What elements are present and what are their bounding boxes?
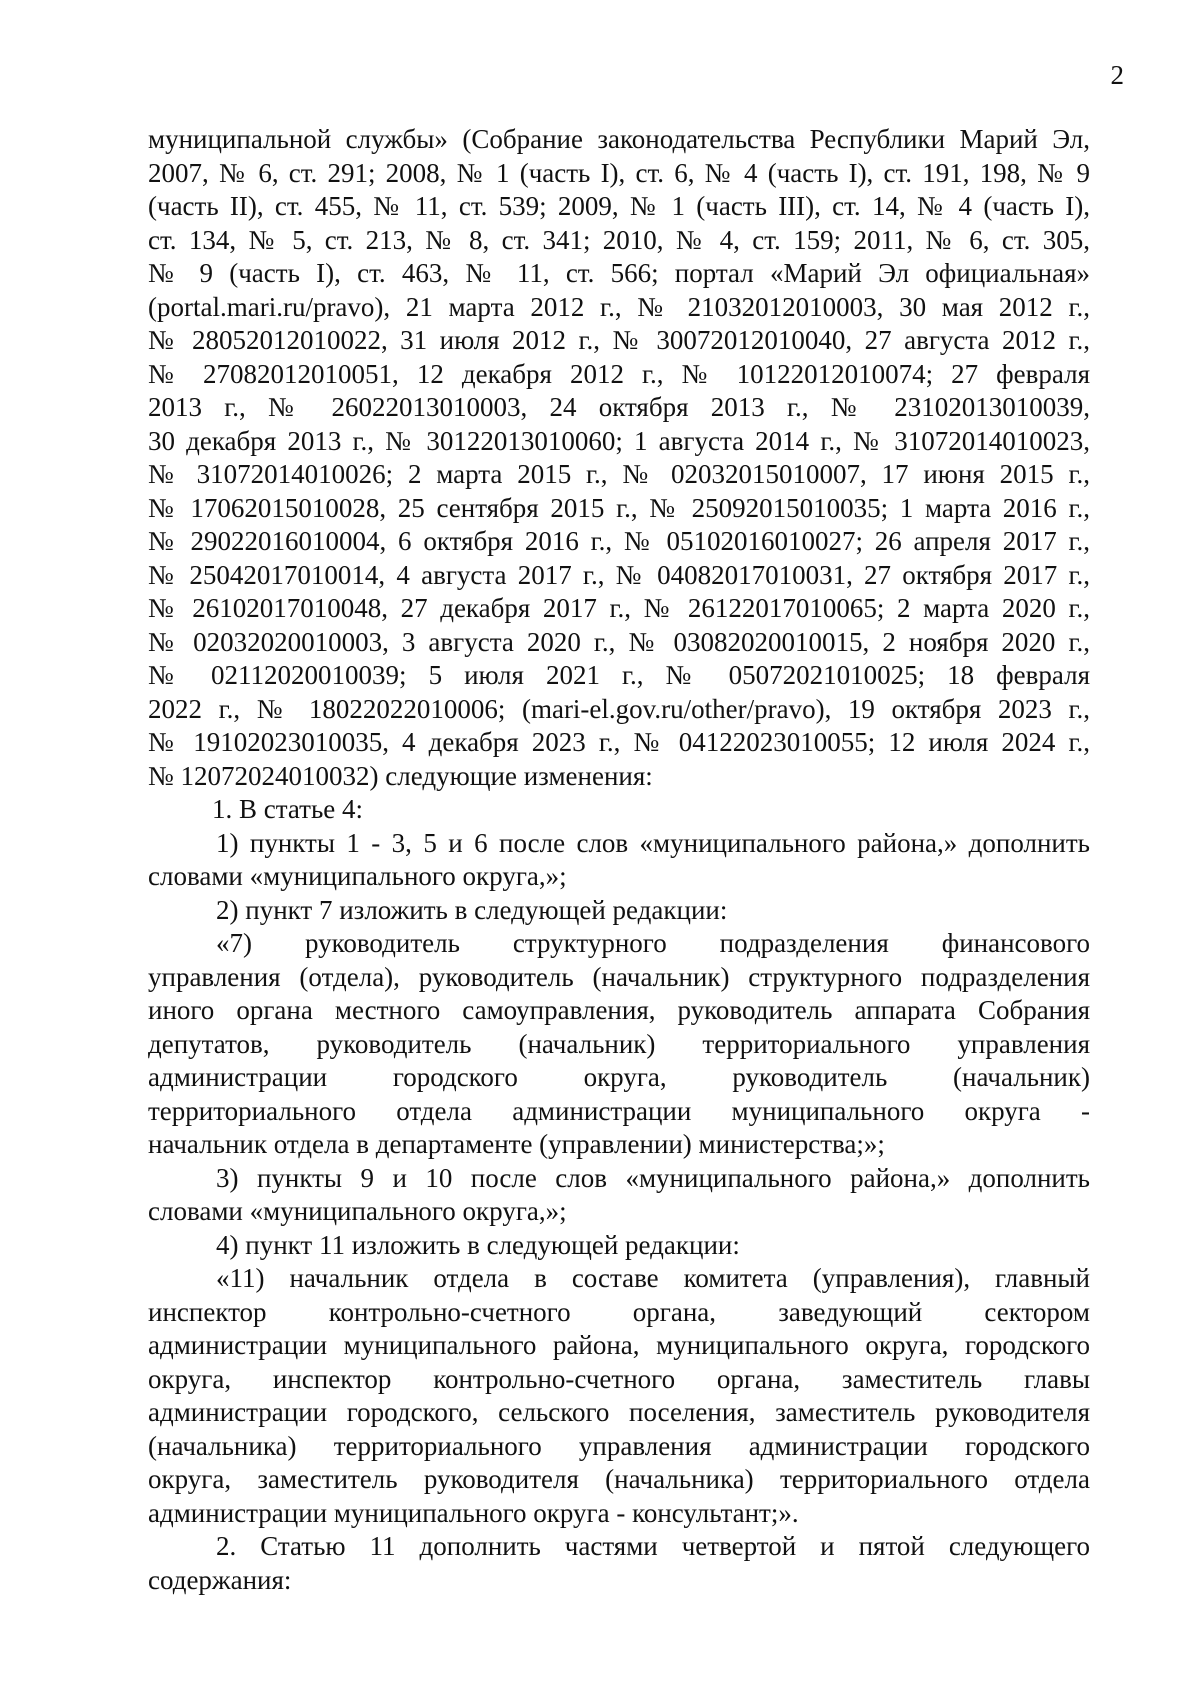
text-line: администрации городского, сельского поселения, заместитель руководителя	[148, 1397, 1090, 1427]
text-line: словами «муниципального округа,»;	[148, 861, 567, 891]
text-line: начальник отдела в департаменте (управлении) министерства;»;	[148, 1129, 885, 1159]
text-line: 30 декабря 2013 г., № 30122013010060; 1 августа 2014 г., № 31072014010023,	[148, 425, 1090, 456]
text-line: (начальника) территориального управления администрации городского	[148, 1430, 1090, 1461]
text-line: «11) начальник отдела в составе комитета (управления), главный	[216, 1263, 1090, 1293]
page-number: 2	[1110, 60, 1124, 90]
text-line: территориального отдела администрации муниципального округа -	[148, 1095, 1090, 1126]
document-body	[148, 123, 1090, 1597]
text-line: ст. 134, № 5, ст. 213, № 8, ст. 341; 2010, № 4, ст. 159; 2011, № 6, ст. 305,	[148, 224, 1090, 255]
text-line: управления (отдела), руководитель (начальник) структурного подразделения	[148, 961, 1090, 992]
text-line: № 27082012010051, 12 декабря 2012 г., № 10122012010074; 27 февраля	[148, 358, 1090, 389]
text-line: муниципальной службы» (Собрание законодательства Республики Марий Эл,	[148, 124, 1090, 154]
text-line: 2. Статью 11 дополнить частями четвертой и пятой следующего	[216, 1531, 1090, 1561]
text-line: инспектор контрольно-счетного органа, заведующий сектором	[148, 1296, 1090, 1327]
text-line: (portal.mari.ru/pravo), 21 марта 2012 г., № 21032012010003, 30 мая 2012 г.,	[148, 291, 1090, 322]
text-line: № 26102017010048, 27 декабря 2017 г., № 26122017010065; 2 марта 2020 г.,	[148, 593, 1090, 623]
text-line: № 12072024010032) следующие изменения:	[148, 760, 653, 791]
text-line: № 25042017010014, 4 августа 2017 г., № 04082017010031, 27 октября 2017 г.,	[148, 559, 1090, 590]
text-line: 3) пункты 9 и 10 после слов «муниципального района,» дополнить	[216, 1162, 1090, 1193]
text-line: № 19102023010035, 4 декабря 2023 г., № 04122023010055; 12 июля 2024 г.,	[148, 727, 1090, 757]
text-line: 1. В статье 4:	[212, 794, 364, 824]
text-line: 1) пункты 1 - 3, 5 и 6 после слов «муниципального района,» дополнить	[216, 827, 1090, 858]
text-line: 2013 г., № 26022013010003, 24 октября 2013 г., № 23102013010039,	[148, 392, 1090, 422]
text-line: администрации муниципального района, муниципального округа, городского	[148, 1330, 1090, 1360]
text-line: № 17062015010028, 25 сентября 2015 г., № 25092015010035; 1 марта 2016 г.,	[148, 492, 1090, 523]
text-line: 2022 г., № 18022022010006; (mari-el.gov.ru/other/pravo), 19 октября 2023 г.,	[148, 693, 1090, 724]
text-line: 2) пункт 7 изложить в следующей редакции:	[216, 894, 728, 925]
text-line: содержания:	[148, 1564, 292, 1595]
text-line: словами «муниципального округа,»;	[148, 1196, 567, 1226]
text-line: № 02112020010039; 5 июля 2021 г., № 05072021010025; 18 февраля	[148, 660, 1090, 690]
text-line: администрации городского округа, руководитель (начальник)	[148, 1062, 1090, 1092]
text-line: округа, инспектор контрольно-счетного органа, заместитель главы	[148, 1363, 1090, 1394]
text-line: № 29022016010004, 6 октября 2016 г., № 05102016010027; 26 апреля 2017 г.,	[148, 526, 1090, 556]
text-line: 4) пункт 11 изложить в следующей редакции:	[216, 1229, 740, 1260]
text-line: № 9 (часть I), ст. 463, № 11, ст. 566; портал «Марий Эл официальная»	[148, 258, 1090, 288]
text-line: № 31072014010026; 2 марта 2015 г., № 02032015010007, 17 июня 2015 г.,	[148, 459, 1090, 489]
text-line: округа, заместитель руководителя (начальника) территориального отдела	[148, 1464, 1090, 1494]
text-line: «7) руководитель структурного подразделения финансового	[216, 928, 1090, 958]
text-line: администрации муниципального округа - консультант;».	[148, 1497, 799, 1528]
text-line: (часть II), ст. 455, № 11, ст. 539; 2009, № 1 (часть III), ст. 14, № 4 (часть I),	[148, 191, 1090, 221]
text-line: депутатов, руководитель (начальник) территориального управления	[148, 1028, 1090, 1059]
text-line: № 02032020010003, 3 августа 2020 г., № 03082020010015, 2 ноября 2020 г.,	[148, 626, 1090, 657]
text-line: № 28052012010022, 31 июля 2012 г., № 30072012010040, 27 августа 2012 г.,	[148, 325, 1090, 355]
text-line: иного органа местного самоуправления, руководитель аппарата Собрания	[148, 995, 1090, 1025]
text-line: 2007, № 6, ст. 291; 2008, № 1 (часть I), ст. 6, № 4 (часть I), ст. 191, 198, № 9	[148, 157, 1090, 188]
